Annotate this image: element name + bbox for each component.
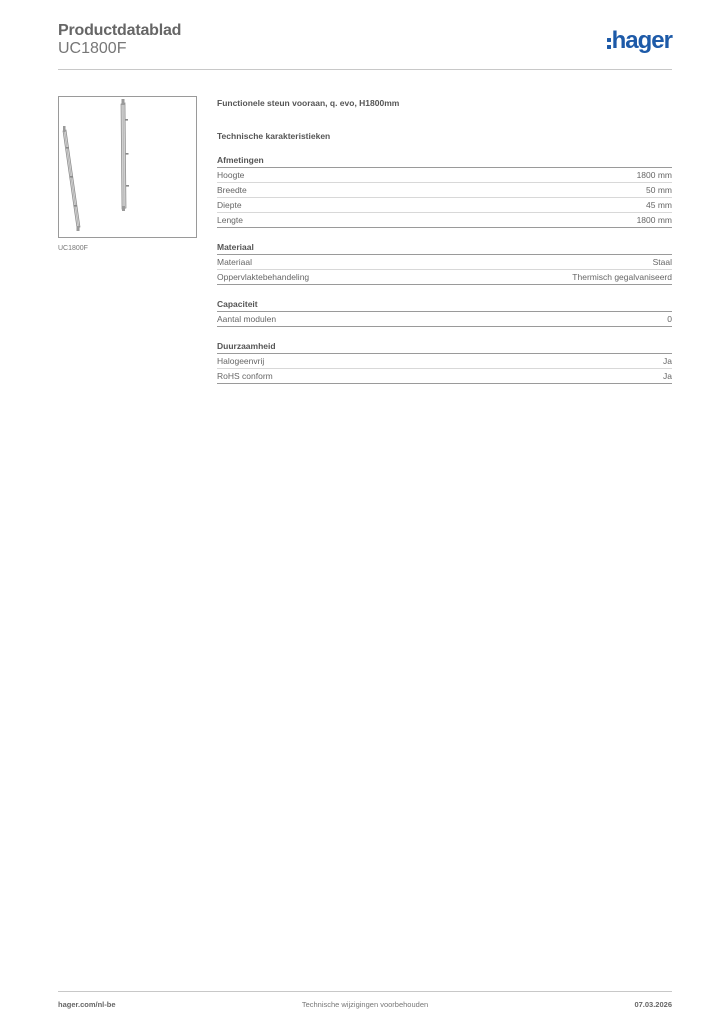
- spec-group: [217, 340, 672, 384]
- spec-row: [217, 270, 672, 285]
- footer-date: 07.03.2026: [634, 1000, 672, 1009]
- footer-website: hager.com/nl-be: [58, 1000, 116, 1009]
- spec-value: 1800 mm: [636, 215, 672, 225]
- spec-label: Diepte: [217, 200, 242, 210]
- document-type: Productdatablad: [58, 22, 182, 39]
- spec-value: 45 mm: [646, 200, 672, 210]
- spec-group-title: Capaciteit: [217, 298, 672, 312]
- spec-label: Halogeenvrij: [217, 356, 265, 366]
- spec-group: [217, 154, 672, 228]
- spec-value: Ja: [663, 356, 672, 366]
- spec-content: [217, 96, 672, 384]
- spec-row: [217, 183, 672, 198]
- spec-label: Breedte: [217, 185, 247, 195]
- spec-group-title: Materiaal: [217, 241, 672, 255]
- spec-value: Ja: [663, 371, 672, 381]
- spec-value: 50 mm: [646, 185, 672, 195]
- spec-row: [217, 354, 672, 369]
- image-caption: UC1800F: [58, 245, 88, 252]
- spec-row: [217, 255, 672, 270]
- spec-value: Thermisch gegalvaniseerd: [572, 272, 672, 282]
- section-title: Technische karakteristieken: [217, 131, 331, 141]
- spec-row: [217, 213, 672, 228]
- hager-logo: [607, 28, 672, 54]
- spec-group-title: Duurzaamheid: [217, 340, 672, 354]
- page-footer: [58, 991, 672, 1014]
- footer-disclaimer: Technische wijzigingen voorbehouden: [301, 1000, 429, 1009]
- product-title: Functionele steun vooraan, q. evo, H1800mm: [217, 98, 400, 108]
- spec-value: Staal: [652, 257, 672, 267]
- spec-group: [217, 298, 672, 327]
- vertical-mounting-rails-icon: [59, 97, 196, 237]
- spec-row: [217, 168, 672, 183]
- product-code: UC1800F: [58, 40, 127, 57]
- spec-group: [217, 241, 672, 285]
- spec-label: Aantal modulen: [217, 314, 277, 324]
- spec-row: [217, 312, 672, 327]
- logo-text: hager: [611, 27, 672, 54]
- spec-value: 1800 mm: [636, 170, 672, 180]
- spec-groups: [217, 154, 672, 384]
- spec-group-title: Afmetingen: [217, 154, 672, 168]
- spec-label: RoHS conform: [217, 371, 273, 381]
- spec-row: [217, 369, 672, 384]
- spec-label: Lengte: [217, 215, 243, 225]
- spec-value: 0: [667, 314, 672, 324]
- spec-label: Materiaal: [217, 257, 252, 267]
- spec-row: [217, 198, 672, 213]
- logo-dots-icon: [607, 38, 611, 49]
- product-image: [58, 96, 197, 238]
- page-header: [58, 22, 672, 70]
- spec-label: Oppervlaktebehandeling: [217, 272, 310, 282]
- spec-label: Hoogte: [217, 170, 245, 180]
